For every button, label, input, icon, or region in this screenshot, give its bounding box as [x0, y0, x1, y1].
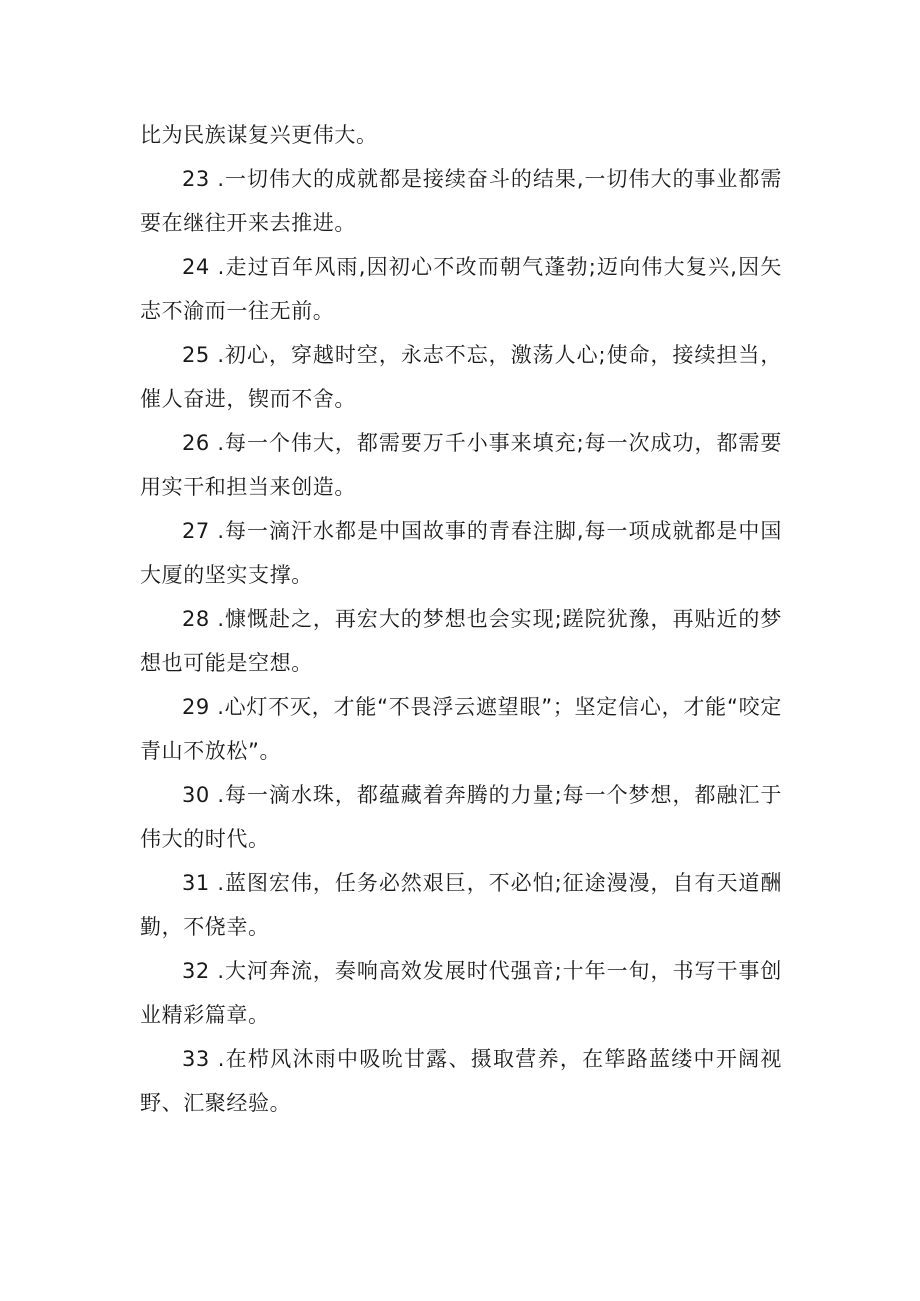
document-body — [140, 113, 782, 1125]
list-item — [140, 421, 782, 509]
item-text: .每一个伟大，都需要万千小事来填充;每一次成功，都需要用实干和担当来创造。 — [140, 431, 782, 499]
list-item — [140, 861, 782, 949]
item-number: 31 — [182, 871, 210, 895]
list-item — [140, 245, 782, 333]
item-text: .走过百年风雨,因初心不改而朝气蓬勃;迈向伟大复兴,因矢志不渝而一往无前。 — [140, 255, 782, 323]
item-number: 29 — [182, 695, 210, 719]
item-number: 24 — [182, 255, 210, 279]
list-item — [140, 773, 782, 861]
item-text: .蓝图宏伟，任务必然艰巨，不必怕;征途漫漫，自有天道酬勤，不侥幸。 — [140, 871, 782, 939]
list-item — [140, 685, 782, 773]
item-text: .慷慨赴之，再宏大的梦想也会实现;蹉院犹豫，再贴近的梦想也可能是空想。 — [140, 607, 782, 675]
item-number: 23 — [182, 167, 210, 191]
item-number: 28 — [182, 607, 210, 631]
item-text: .一切伟大的成就都是接续奋斗的结果,一切伟大的事业都需要在继往开来去推进。 — [140, 167, 782, 235]
item-text: .在栉风沐雨中吸吮甘露、摄取营养，在筚路蓝缕中开阔视野、汇聚经验。 — [140, 1047, 782, 1115]
list-item — [140, 157, 782, 245]
item-text: .大河奔流，奏响高效发展时代强音;十年一旬，书写干事创业精彩篇章。 — [140, 959, 782, 1027]
item-text: .心灯不灭，才能“不畏浮云遮望眼”；坚定信心，才能“咬定青山不放松”。 — [140, 695, 782, 763]
item-number: 26 — [182, 431, 210, 455]
item-number: 32 — [182, 959, 210, 983]
item-text: .每一滴汗水都是中国故事的青春注脚,每一项成就都是中国大厦的坚实支撑。 — [140, 519, 782, 587]
item-number: 30 — [182, 783, 210, 807]
list-item — [140, 509, 782, 597]
item-text: .初心，穿越时空，永志不忘，激荡人心;使命，接续担当，催人奋进，锲而不舍。 — [140, 343, 782, 411]
item-number: 27 — [182, 519, 210, 543]
list-item — [140, 949, 782, 1037]
paragraph-continuation: 比为民族谋复兴更伟大。 — [140, 123, 378, 147]
list-item — [140, 597, 782, 685]
list-item — [140, 1037, 782, 1125]
item-text: .每一滴水珠，都蕴藏着奔腾的力量;每一个梦想，都融汇于伟大的时代。 — [140, 783, 782, 851]
item-number: 25 — [182, 343, 210, 367]
list-item — [140, 333, 782, 421]
item-number: 33 — [182, 1047, 210, 1071]
